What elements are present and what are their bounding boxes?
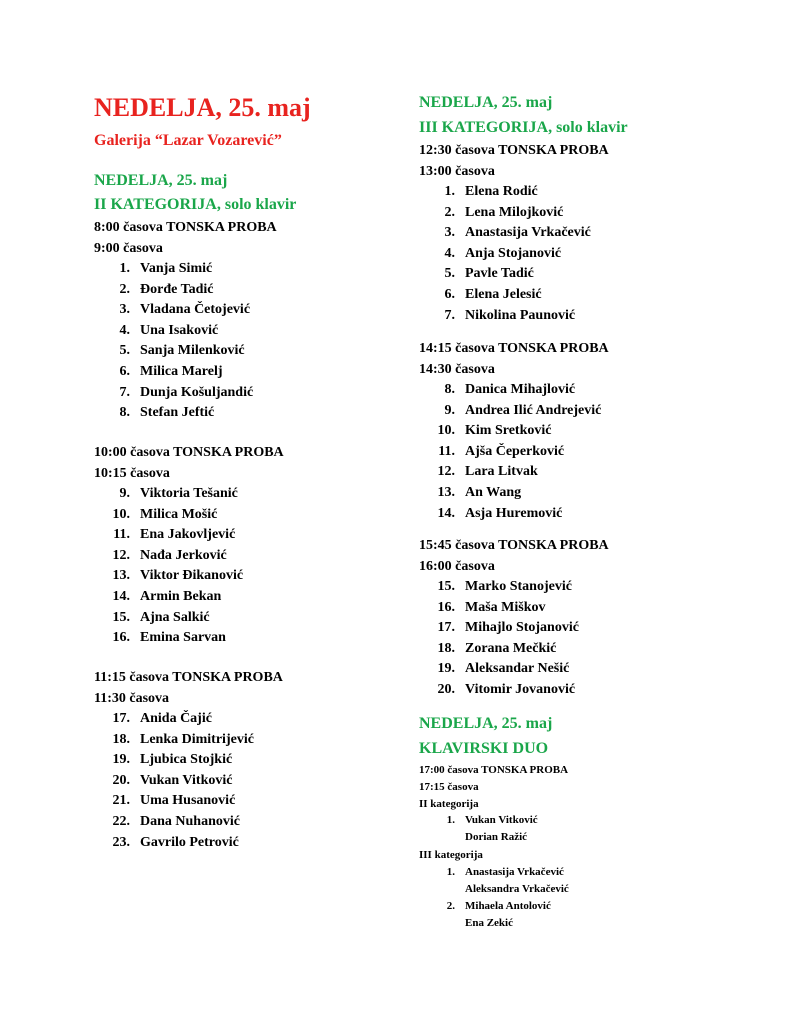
duo-category-label: II kategorija bbox=[419, 798, 479, 810]
soundcheck-time: 15:45 časova TONSKA PROBA bbox=[419, 538, 609, 553]
performance-time: 13:00 časova bbox=[419, 164, 495, 179]
duo-section-title: KLAVIRSKI DUO bbox=[419, 740, 549, 757]
section-category: III KATEGORIJA, solo klavir bbox=[419, 119, 628, 136]
duo-section-date: NEDELJA, 25. maj bbox=[419, 715, 553, 732]
soundcheck-time: 11:15 časova TONSKA PROBA bbox=[94, 670, 283, 685]
venue-title: Galerija “Lazar Vozarević” bbox=[94, 132, 282, 149]
performance-time: 9:00 časova bbox=[94, 241, 163, 256]
soundcheck-time: 12:30 časova TONSKA PROBA bbox=[419, 143, 609, 158]
duo-performance-time: 17:15 časova bbox=[419, 781, 479, 793]
schedule-page: NEDELJA, 25. maj Galerija “Lazar Vozarević” NEDELJA, 25. maj II KATEGORIJA, solo klavir 8:00 časova TONSKA PROBA 9:00 časova 1. Vanja Simić 2. Đorđe Tadić 3. Vladana Četojević 4. Una Isaković 5. Sanja Milenković 6. Milica Marelj 7. Dunja Košuljandić 8. Stefan Jeftić 10:00 časova TONSKA PROBA 10:15 časova 9. Viktoria Tešanić 10. Milica Mošić 11. Ena Jakovljević 12. Nađa Jerković 13. Viktor Đikanović 14. Armin Bekan 15. Ajna Salkić 16. Emina Sarvan 11:15 časova TONSKA PROBA 11:30 časova 17. Anida Čajić 18. Lenka Dimitrijević 19. Ljubica Stojkić 20. Vukan Vitković 21. Uma Husanović 22. Dana Nuhanović 23. Gavrilo Petrović NEDELJA, 25. maj III KATEGORIJA, solo klavir 12:30 časova TONSKA PROBA 13:00 časova 1. Elena Rodić 2. Lena Milojković 3. Anastasija Vrkačević 4. Anja Stojanović 5. Pavle Tadić 6. Elena Jelesić 7. Nikolina Paunović 14:15 časova TONSKA PROBA 14:30 časova 8. Danica Mihajlović 9. Andrea Ilić Andrejević 10. Kim Sretković 11. Ajša Čeperković 12. Lara Litvak 13. An Wang 14. Asja Huremović 15:45 časova TONSKA PROBA 16:00 časova 15. Marko Stanojević 16. Maša Miškov 17. Mihajlo Stojanović 18. Zorana Mečkić 19. Aleksandar Nešić 20. Vitomir Jovanović NEDELJA, 25. maj KLAVIRSKI DUO 17:00 časova TONSKA PROBA 17:15 časova II kategorija 1. Vukan Vitković Dorian Ražić III kategorija 1. Anastasija Vrkačević Aleksandra Vrkačević 2. Mihaela Antolović Ena Zekić bbox=[94, 93, 628, 929]
duo-soundcheck-time: 17:00 časova TONSKA PROBA bbox=[419, 764, 569, 776]
soundcheck-time: 10:00 časova TONSKA PROBA bbox=[94, 445, 284, 460]
section-date: NEDELJA, 25. maj bbox=[419, 94, 553, 111]
performance-time: 11:30 časova bbox=[94, 691, 170, 706]
soundcheck-time: 14:15 časova TONSKA PROBA bbox=[419, 341, 609, 356]
page-title: NEDELJA, 25. maj bbox=[94, 93, 311, 122]
section-category: II KATEGORIJA, solo klavir bbox=[94, 196, 297, 213]
performance-time: 14:30 časova bbox=[419, 362, 495, 377]
performance-time: 10:15 časova bbox=[94, 466, 170, 481]
soundcheck-time: 8:00 časova TONSKA PROBA bbox=[94, 220, 277, 235]
section-date: NEDELJA, 25. maj bbox=[94, 172, 228, 189]
performance-time: 16:00 časova bbox=[419, 559, 495, 574]
duo-category-label: III kategorija bbox=[419, 849, 483, 861]
